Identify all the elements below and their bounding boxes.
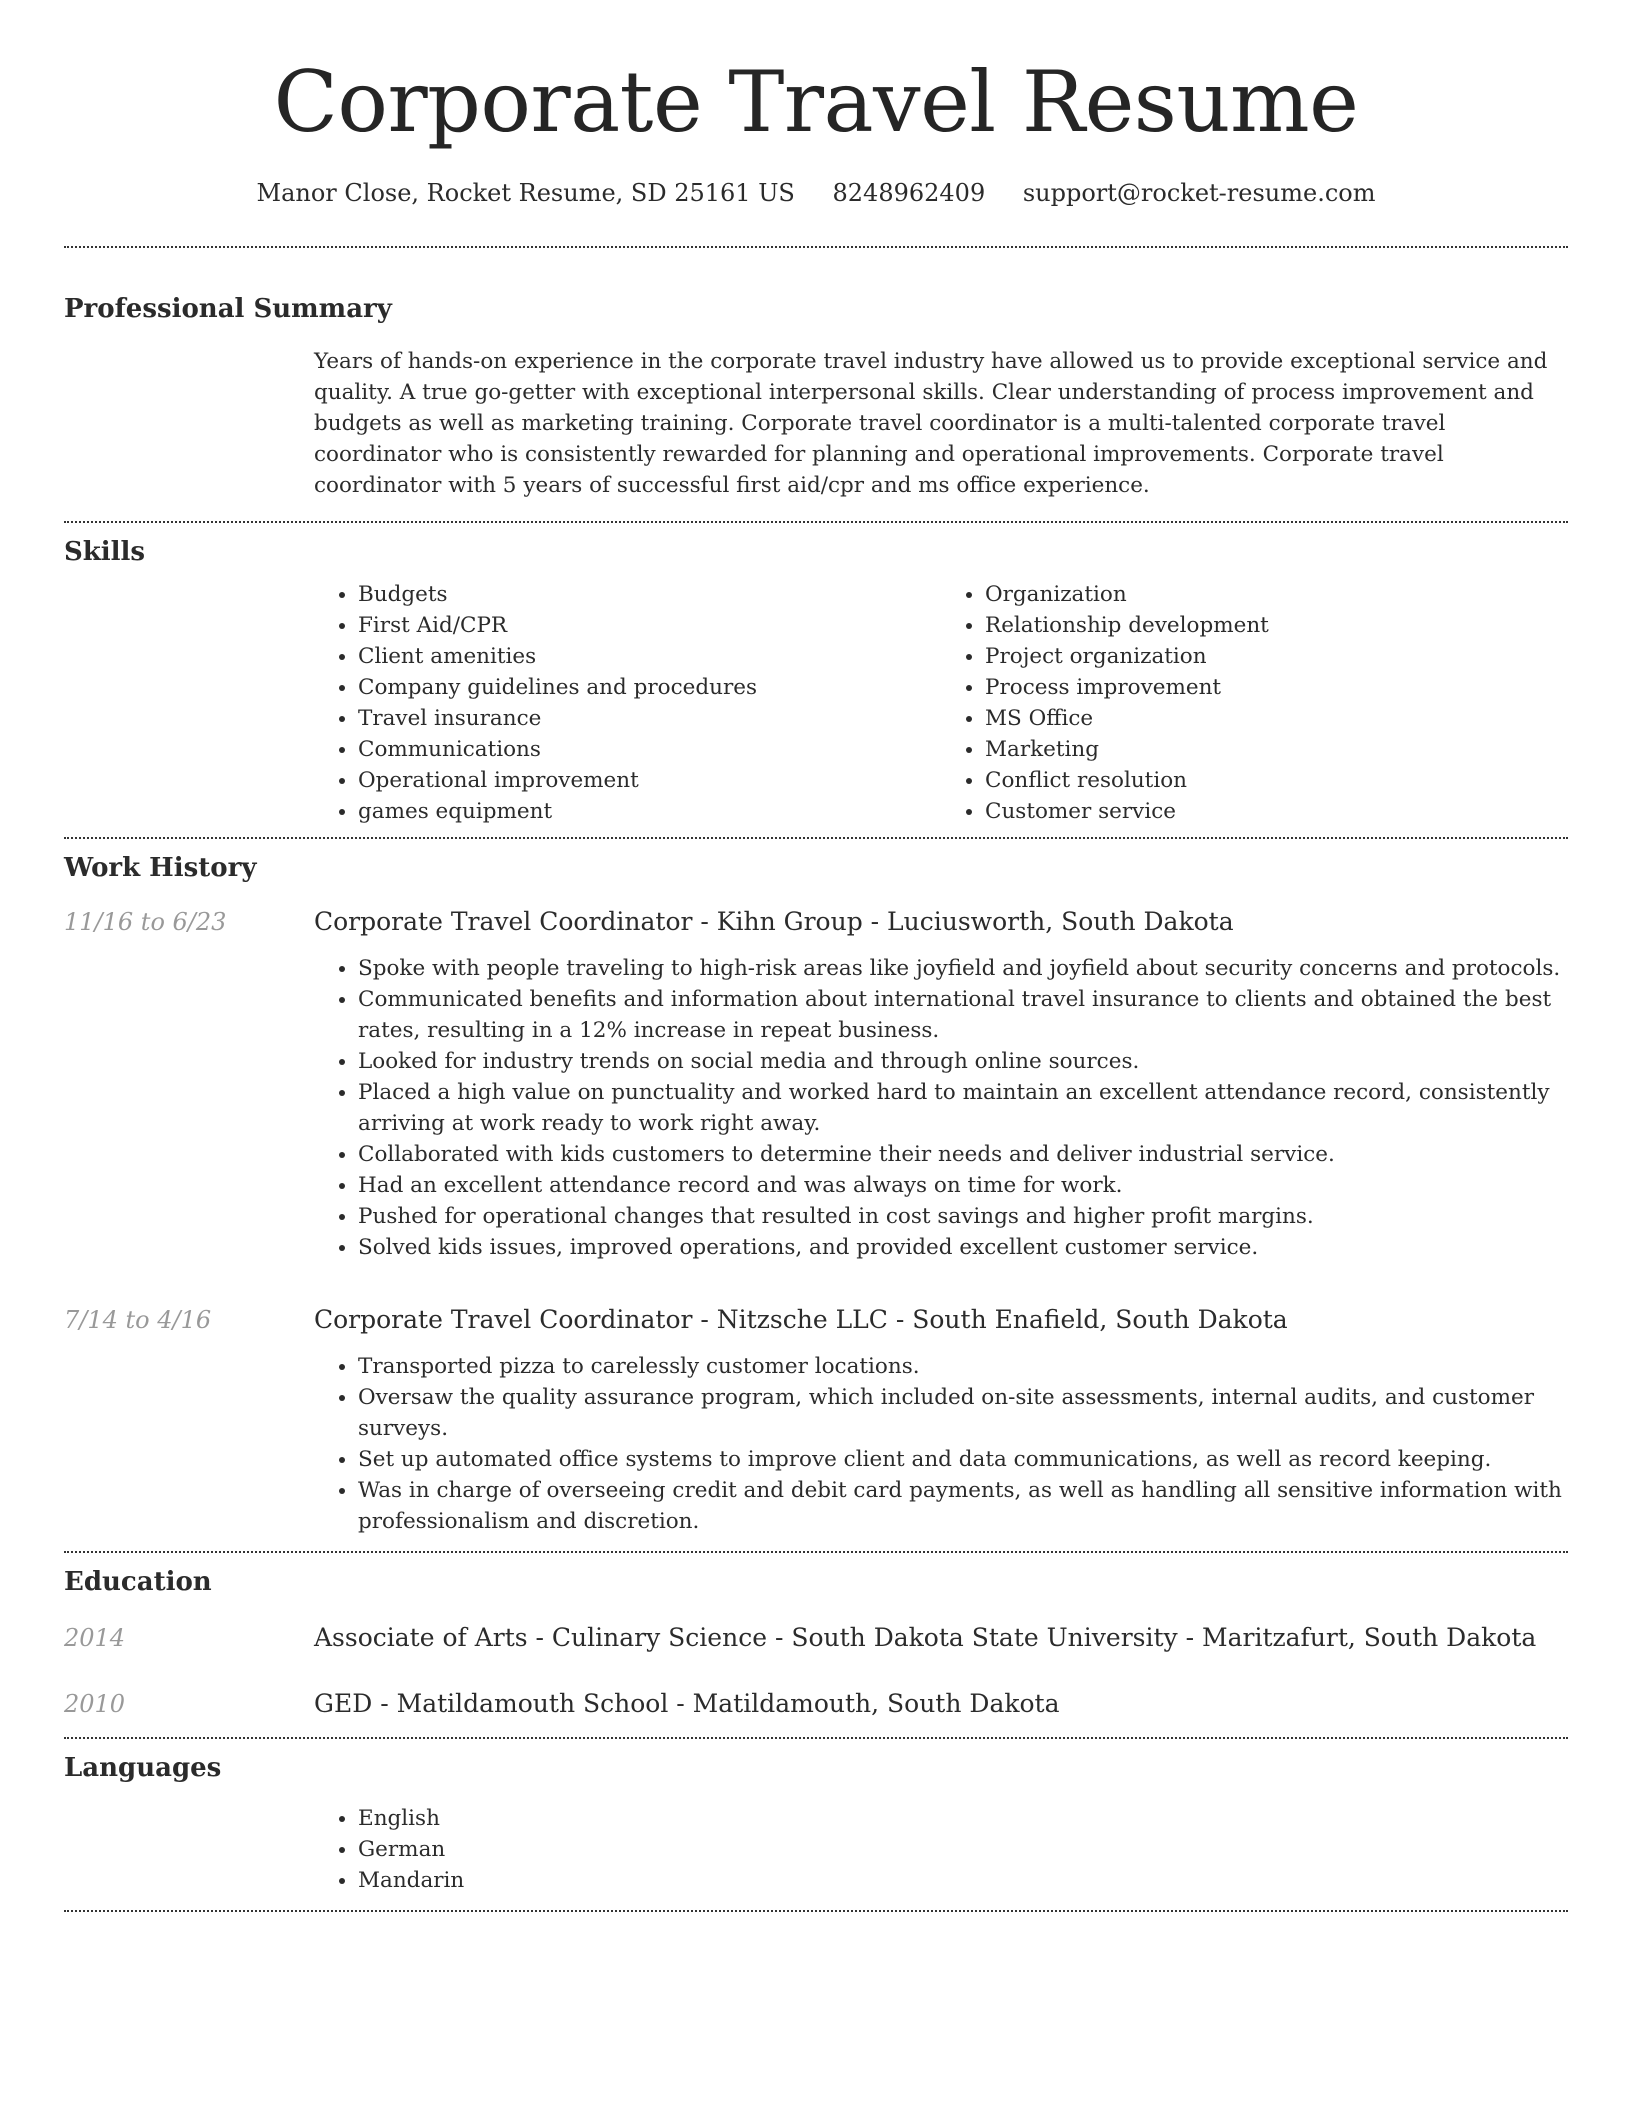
summary-text: Years of hands-on experience in the corporate travel industry have allowed us to provide exceptional service and quality. A true go-getter with exceptional interpersonal skills. Clear understanding of process improvement and budgets as well as marketing training. Corporate travel coordinator is a multi-talented corporate travel coordinator who is consistently rewarded for planning and operational improvements. Corporate travel coordinator with 5 years of successful first aid/cpr and ms office experience.	[314, 349, 1548, 498]
divider	[64, 1910, 1568, 1912]
language-item: • English	[358, 1803, 1568, 1834]
skill-item: • games equipment	[358, 796, 941, 827]
education-section	[64, 1553, 1568, 1737]
resume-name: Corporate Travel Resume	[273, 53, 1359, 151]
job-employer: - Kihn Group - Luciusworth, South Dakota	[692, 907, 1234, 936]
education-title: Education	[64, 1567, 212, 1597]
work-history-title: Work History	[64, 853, 257, 883]
skill-item: • Project organization	[985, 641, 1568, 672]
job-entry	[64, 905, 1568, 1263]
education-degree: GED - Matildamouth School - Matildamouth, South Dakota	[314, 1689, 1060, 1718]
summary-title: Professional Summary	[64, 294, 392, 324]
job-details	[314, 1303, 1568, 1537]
skill-item: • Client amenities	[358, 641, 941, 672]
skills-section	[64, 523, 1568, 837]
job-title: Corporate Travel Coordinator	[314, 907, 693, 936]
education-entry	[64, 1687, 1568, 1721]
languages-body	[314, 1803, 1568, 1896]
skills-grid	[314, 579, 1568, 827]
contact-address: Manor Close, Rocket Resume, SD 25161 US	[256, 179, 795, 207]
skill-item: • Marketing	[985, 734, 1568, 765]
job-bullet: • Oversaw the quality assurance program, which included on-site assessments, internal audits, and customer surveys.	[358, 1382, 1568, 1444]
job-heading	[314, 1303, 1568, 1337]
work-history-section	[64, 839, 1568, 1551]
education-year: 2014	[64, 1624, 126, 1652]
job-bullet: • Spoke with people traveling to high-risk areas like joyfield and joyfield about security concerns and protocols.	[358, 953, 1568, 984]
skill-item: • Customer service	[985, 796, 1568, 827]
languages-list	[314, 1803, 1568, 1896]
contact-email: support@rocket-resume.com	[1022, 179, 1376, 207]
skills-title: Skills	[64, 537, 146, 567]
job-bullet: • Collaborated with kids customers to determine their needs and deliver industrial service.	[358, 1139, 1568, 1170]
skill-item: • Communications	[358, 734, 941, 765]
language-item: • German	[358, 1834, 1568, 1865]
skills-list-left	[314, 579, 941, 827]
education-degree: Associate of Arts - Culinary Science - South Dakota State University - Maritzafurt, South Dakota	[314, 1623, 1537, 1652]
education-entry	[64, 1621, 1568, 1655]
job-bullet: • Looked for industry trends on social media and through online sources.	[358, 1046, 1568, 1077]
skill-item: • Company guidelines and procedures	[358, 672, 941, 703]
job-bullet: • Set up automated office systems to improve client and data communications, as well as record keeping.	[358, 1444, 1568, 1475]
job-details	[314, 905, 1568, 1263]
job-dates: 11/16 to 6/23	[64, 908, 227, 936]
job-bullet: • Placed a high value on punctuality and worked hard to maintain an excellent attendance record, consistently arriving at work ready to work right away.	[358, 1077, 1568, 1139]
languages-title: Languages	[64, 1753, 222, 1783]
job-bullet: • Had an excellent attendance record and was always on time for work.	[358, 1170, 1568, 1201]
languages-section	[64, 1739, 1568, 1910]
job-bullet: • Solved kids issues, improved operations, and provided excellent customer service.	[358, 1232, 1568, 1263]
job-bullet: • Communicated benefits and information about international travel insurance to clients and obtained the best rates, resulting in a 12% increase in repeat business.	[358, 984, 1568, 1046]
skill-item: • Travel insurance	[358, 703, 941, 734]
skill-item: • Conflict resolution	[985, 765, 1568, 796]
summary-section	[64, 248, 1568, 521]
job-employer: - Nitzsche LLC - South Enafield, South Dakota	[692, 1305, 1288, 1334]
job-bullets	[314, 953, 1568, 1263]
job-bullets	[314, 1351, 1568, 1537]
skill-item: • Process improvement	[985, 672, 1568, 703]
skill-item: • Operational improvement	[358, 765, 941, 796]
job-entry	[64, 1303, 1568, 1537]
contact-phone: 8248962409	[832, 179, 986, 207]
contact-line	[64, 176, 1568, 210]
skill-item: • Relationship development	[985, 610, 1568, 641]
skills-list-right	[941, 579, 1568, 827]
language-item: • Mandarin	[358, 1865, 1568, 1896]
job-bullet: • Pushed for operational changes that resulted in cost savings and higher profit margins.	[358, 1201, 1568, 1232]
job-dates: 7/14 to 4/16	[64, 1306, 212, 1334]
job-bullet: • Was in charge of overseeing credit and debit card payments, as well as handling all sensitive information with professionalism and discretion.	[358, 1475, 1568, 1537]
job-bullet: • Transported pizza to carelessly customer locations.	[358, 1351, 1568, 1382]
skill-item: • MS Office	[985, 703, 1568, 734]
education-year: 2010	[64, 1690, 126, 1718]
skill-item: • Organization	[985, 579, 1568, 610]
skill-item: • First Aid/CPR	[358, 610, 941, 641]
job-title: Corporate Travel Coordinator	[314, 1305, 693, 1334]
job-heading	[314, 905, 1568, 939]
skill-item: • Budgets	[358, 579, 941, 610]
